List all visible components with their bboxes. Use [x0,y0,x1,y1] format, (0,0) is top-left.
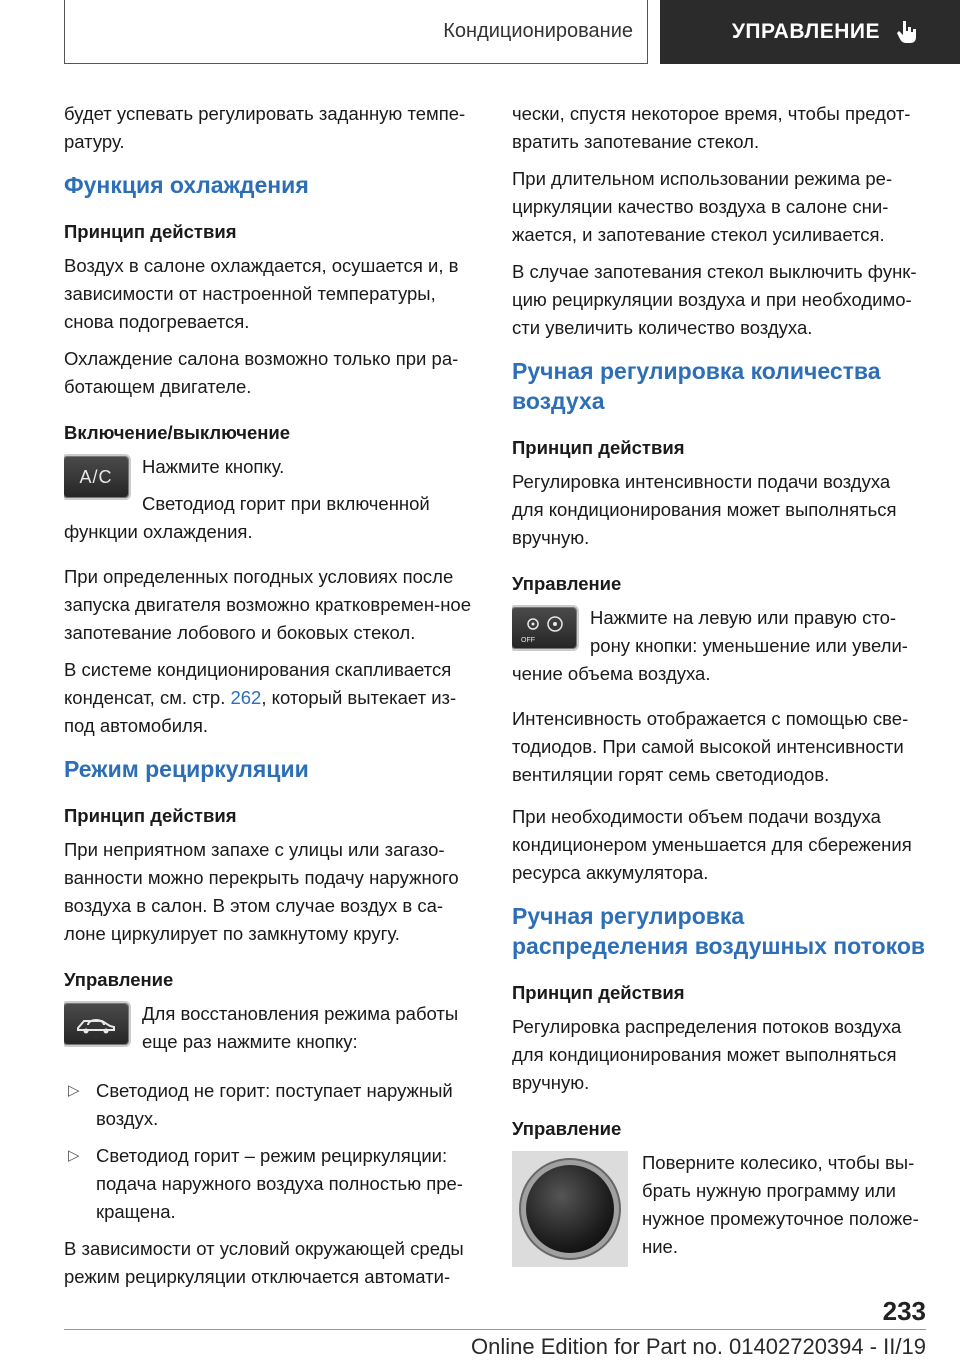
header-chapter-title: УПРАВЛЕНИЕ [731,20,880,43]
distribution-knob-image [512,1151,628,1267]
header-section-box [64,0,648,64]
paragraph: Светодиод горит при включенной функции охлаждения. [64,493,430,542]
subheading-onoff: Включение/выключение [64,422,291,443]
header-chapter-tab[interactable] [660,0,960,64]
paragraph: Охлаждение салона возможно только при ра-ботающем двигателе. [64,348,459,397]
ac-button-label: A/C [79,467,113,487]
paragraph: Поверните колесико, чтобы вы-брать нужную программу или нужное промежуточное положе-ние. [642,1152,919,1257]
hand-pointer-icon [894,19,920,45]
footer-edition: Online Edition for Part no. 01402720394 - II/19 [471,1334,926,1359]
subheading-control: Управление [64,969,174,990]
section-heading-cooling: Функция охлаждения [64,172,309,198]
ac-button-block [64,453,476,555]
footer-divider [64,1329,926,1330]
fan-speed-icon [516,611,572,645]
paragraph: будет успевать регулировать заданную темпе-ратуру. [64,103,466,152]
header-section-title: Кондиционирование [443,20,633,42]
recirculation-button-image [64,1004,128,1044]
section-heading-air-distribution: Ручная регулировка распределения воздушных потоков [512,903,926,959]
page-number: 233 [882,1296,926,1326]
subheading-principle: Принцип действия [64,805,237,826]
subheading-principle: Принцип действия [512,437,685,458]
distribution-knob-block [512,1149,926,1271]
paragraph: Интенсивность отображается с помощью све-тодиодов. При самой высокой интенсивности вентиляции горят семь светодиодов. [512,708,909,785]
ac-button-image [64,457,128,497]
section-heading-air-amount: Ручная регулировка количества воздуха [512,358,881,414]
paragraph: В зависимости от условий окружающей среды режим рециркуляции отключается автомати- [64,1238,464,1287]
bullet-triangle-icon: ▷ [68,1082,80,1099]
paragraph: Регулировка распределения потоков воздуха для кондиционирования может выполняться вручную. [512,1016,902,1093]
section-heading-recirculation: Режим рециркуляции [64,756,309,782]
paragraph: Нажмите на левую или правую сто-рону кнопки: уменьшение или увели-чение объема воздуха. [512,607,908,684]
paragraph: При определенных погодных условиях после запуска двигателя возможно кратковремен-ное запотевание лобового и боковых стекол. [64,566,471,643]
paragraph: чески, спустя некоторое время, чтобы предот-вратить запотевание стекол. [512,103,911,152]
paragraph: В системе кондиционирования скапливается конденсат, см. стр. 262, который вытекает из-под автомобиля. [64,659,457,736]
subheading-principle: Принцип действия [512,982,685,1003]
page-link[interactable]: 262 [230,687,262,708]
paragraph: Нажмите кнопку. [142,456,285,477]
paragraph: В случае запотевания стекол выключить функ-цию рециркуляции воздуха и при необходимо-сти увеличить количество воздуха. [512,261,917,338]
knob-dial-icon [526,1165,614,1253]
subheading-principle: Принцип действия [64,221,237,242]
paragraph: При неприятном запахе с улицы или загазо-ванности можно перекрыть подачу наружного воздуха в салон. В этом случае воздух в са-лоне циркулирует по замкнутому кругу. [64,839,459,944]
paragraph: Воздух в салоне охлаждается, осушается и, в зависимости от настроенной температуры, снова подогревается. [64,255,459,332]
fan-button-block [512,604,926,697]
subheading-control: Управление [512,573,622,594]
paragraph: При необходимости объем подачи воздуха кондиционером уменьшается для сбережения ресурса аккумулятора. [512,806,912,883]
car-recirculation-icon [74,1012,118,1036]
right-column [512,100,926,1271]
fan-button-image [512,608,576,648]
list-item: ▷ Светодиод горит – режим рециркуляции: подача наружного воздуха полностью пре-кращена. [64,1142,476,1226]
bullet-triangle-icon: ▷ [68,1147,80,1164]
subheading-control: Управление [512,1118,622,1139]
list-item: ▷ Светодиод не горит: поступает наружный воздух. [64,1077,476,1133]
left-column [64,100,476,1300]
recirculation-button-block [64,1000,476,1065]
off-label: OFF [521,637,535,644]
paragraph: Для восстановления режима работы еще раз нажмите кнопку: [142,1003,459,1052]
paragraph: Регулировка интенсивности подачи воздуха для кондиционирования может выполняться вручную. [512,471,897,548]
paragraph: При длительном использовании режима ре-циркуляции качество воздуха в салоне сни-жается, и запотевание стекол усиливается. [512,168,893,245]
